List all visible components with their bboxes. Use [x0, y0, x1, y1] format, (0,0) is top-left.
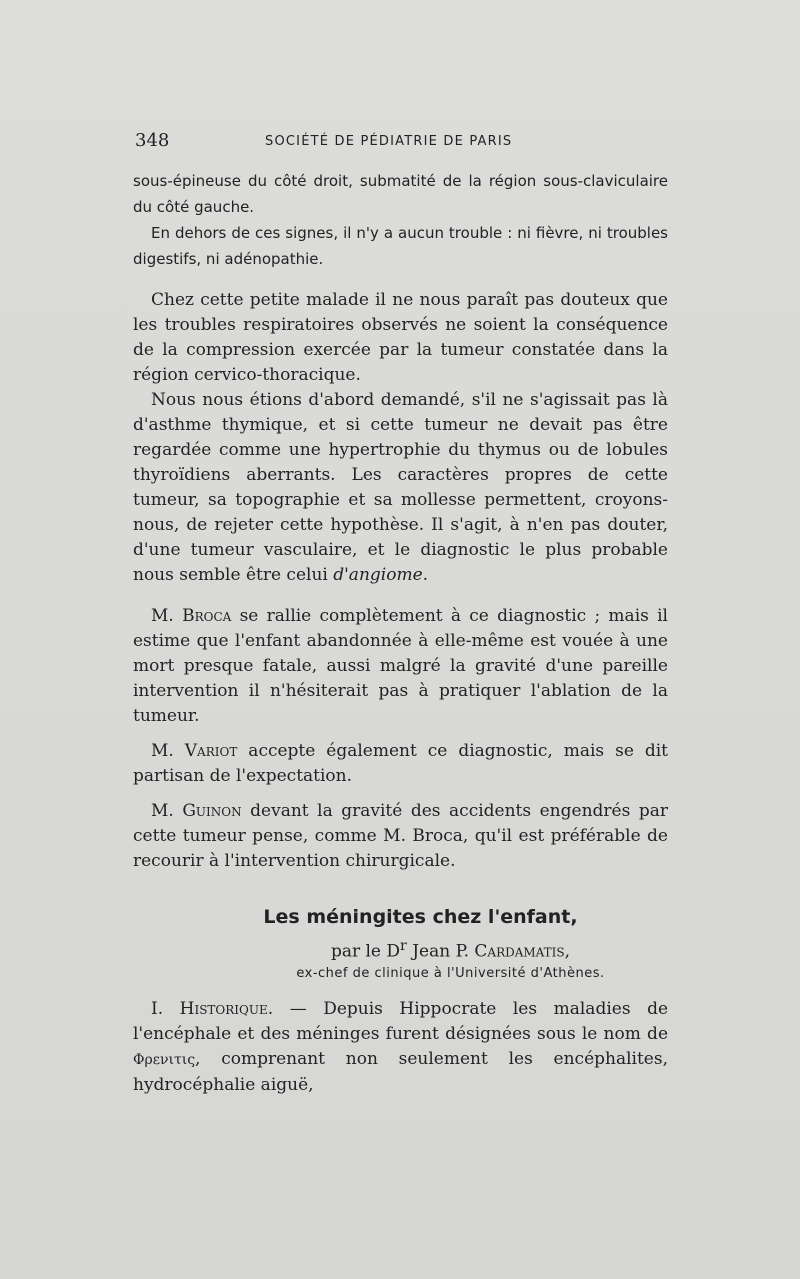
paragraph-4-text: Nous nous étions d'abord demandé, s'il ne s'agissait pas là d'asthme thymique, et si cette tumeur ne devait pas être regardée comme une hypertrophie du thymus ou de lobules thyroïdiens aberrants. Les caractères propres de cette tumeur, sa topographie et sa mollesse permettent, croyons-nous, de rejeter cette hypothèse. Il s'agit, à n'en pas douter, d'une tumeur vasculaire, et le diagnostic le plus probable nous semble être celui — [133, 390, 668, 585]
section-historique — [133, 997, 668, 1098]
paragraph-6 — [133, 739, 668, 789]
paragraph-3: Chez cette petite malade il ne nous paraît pas douteux que les troubles respiratoires observés ne soient la conséquence de la compression exercée par la tumeur constatée dans la région cervico-thoracique. — [133, 290, 668, 385]
paragraph-5-text: se rallie complètement à ce diagnostic ; mais il estime que l'enfant abandonnée à elle-même est vouée à une mort presque fatale, aussi malgré la gravité d'une pareille intervention il n'hésiterait pas à pratiquer l'ablation de la tumeur. — [133, 606, 668, 726]
page-body — [133, 168, 668, 1098]
author-end: , — [564, 941, 571, 962]
paragraph-7-prefix: M. — [151, 801, 183, 821]
paragraph-5 — [133, 604, 668, 729]
section-text-2: , comprenant non seulement les encéphalites, hydrocéphalie aiguë, — [133, 1048, 668, 1095]
article-author — [233, 938, 668, 962]
running-head: SOCIÉTÉ DE PÉDIATRIE DE PARIS — [265, 134, 513, 149]
paragraph-4-end: . — [422, 565, 429, 585]
author-sup: r — [400, 938, 407, 954]
author-affiliation: ex-chef de clinique à l'Université d'Athènes. — [296, 965, 605, 981]
page-number: 348 — [135, 130, 170, 151]
author-first: Jean P. — [406, 941, 475, 962]
paragraph-4 — [133, 388, 668, 588]
paragraph-2: En dehors de ces signes, il n'y a aucun trouble : ni fièvre, ni troubles digestifs, ni adénopathie. — [133, 224, 668, 268]
speaker-broca: Broca — [182, 606, 232, 626]
article-title: Les méningites chez l'enfant, — [263, 906, 578, 928]
speaker-guinon: Guinon — [182, 801, 242, 821]
paragraph-4-italic: d'angiome — [333, 565, 423, 585]
paragraph-6-text: accepte également ce diagnostic, mais se dit partisan de l'expectation. — [133, 741, 669, 786]
section-text-1: — Depuis Hippocrate les maladies de l'encéphale et des méninges furent désignées sous le nom de — [133, 998, 669, 1044]
speaker-variot: Variot — [184, 741, 238, 761]
section-label: I. Historique. — [151, 998, 274, 1019]
author-last: Cardamatis — [474, 941, 565, 962]
paragraph-5-prefix: M. — [151, 606, 183, 626]
paragraph-6-prefix: M. — [151, 741, 185, 761]
paragraph-7 — [133, 799, 668, 874]
greek-word: Φρενιτις — [133, 1051, 196, 1068]
author-prefix: par le D — [330, 941, 401, 962]
paragraph-7-text: devant la gravité des accidents engendrés par cette tumeur pense, comme M. Broca, qu'il est préférable de recourir à l'intervention chirurgicale. — [133, 801, 668, 871]
paragraph-1: sous-épineuse du côté droit, submatité de la région sous-claviculaire du côté gauche. — [133, 172, 668, 216]
